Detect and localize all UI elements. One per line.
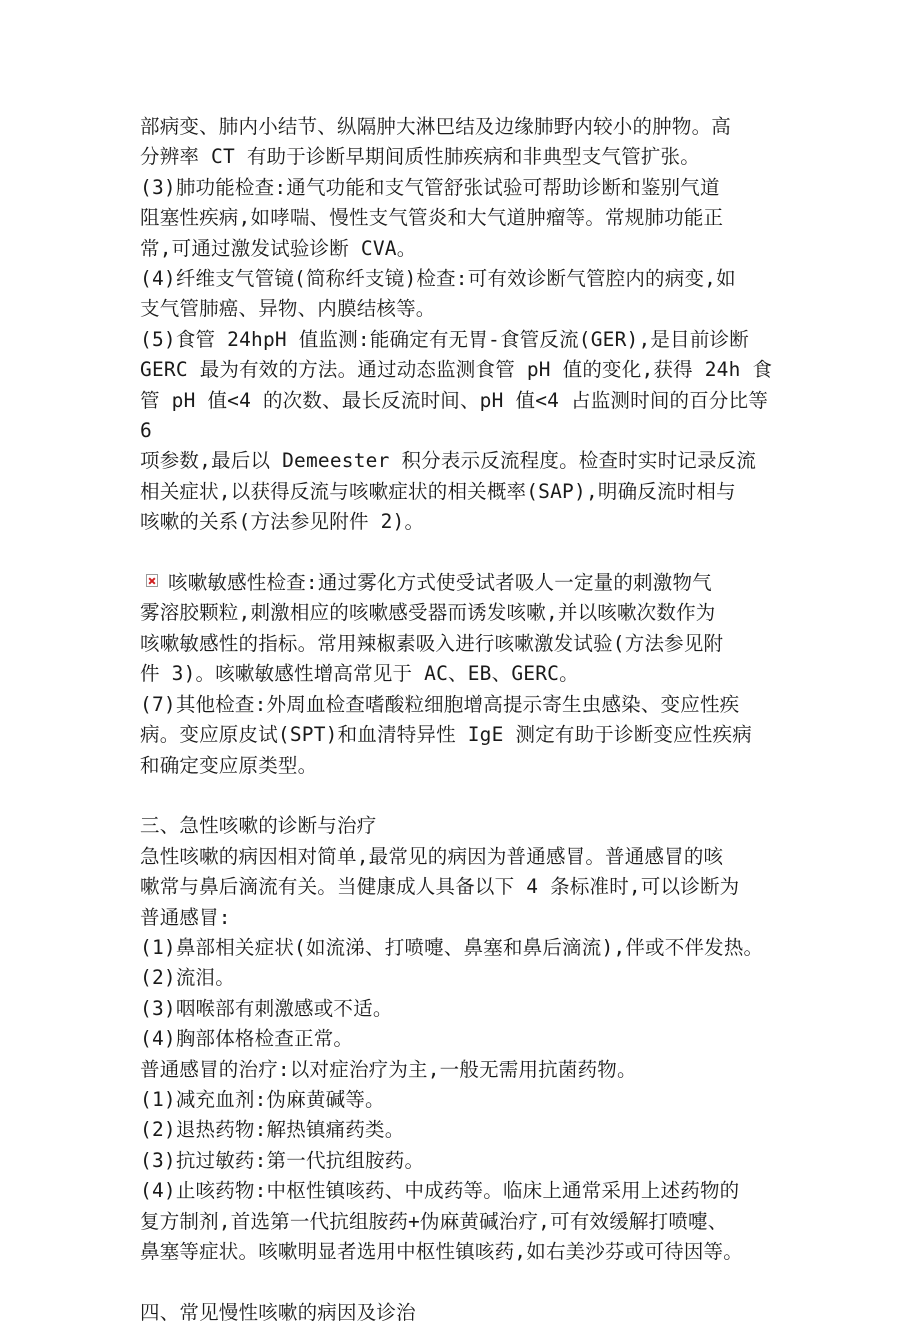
text-line: (4)止咳药物:中枢性镇咳药、中成药等。临床上通常采用上述药物的 (140, 1179, 740, 1203)
text-line: (3)肺功能检查:通气功能和支气管舒张试验可帮助诊断和鉴别气道 (140, 175, 720, 199)
text-line: 咳嗽敏感性检查:通过雾化方式使受试者吸人一定量的刺激物气 (168, 571, 712, 595)
section-heading: 四、常见慢性咳嗽的病因及诊治 (140, 1300, 416, 1324)
text-line: 雾溶胶颗粒,刺激相应的咳嗽感受器而诱发咳嗽,并以咳嗽次数作为 (140, 601, 716, 625)
text-line: 急性咳嗽的病因相对简单,最常见的病因为普通感冒。普通感冒的咳 (140, 844, 724, 868)
text-line: 常,可通过激发试验诊断 CVA。 (140, 236, 417, 260)
paragraph-gap (140, 538, 790, 568)
text-line: 管 pH 值<4 的次数、最长反流时间、pH 值<4 占监测时间的百分比等 6 (140, 388, 780, 443)
text-line: 嗽常与鼻后滴流有关。当健康成人具备以下 4 条标准时,可以诊断为 (140, 875, 740, 899)
text-line: 病。变应原皮试(SPT)和血清特异性 IgE 测定有助于诊断变应性疾病 (140, 723, 752, 747)
text-line: (2)退热药物:解热镇痛药类。 (140, 1118, 405, 1142)
text-line: 咳嗽的关系(方法参见附件 2)。 (140, 510, 425, 534)
text-line-with-image (140, 568, 790, 598)
text-line: 项参数,最后以 Demeester 积分表示反流程度。检查时实时记录反流 (140, 449, 757, 473)
text-line: 件 3)。咳嗽敏感性增高常见于 AC、EB、GERC。 (140, 662, 579, 686)
document-body (140, 112, 790, 1328)
text-line: 相关症状,以获得反流与咳嗽症状的相关概率(SAP),明确反流时相与 (140, 479, 736, 503)
paragraph-gap (140, 781, 790, 811)
text-line: 普通感冒的治疗:以对症治疗为主,一般无需用抗菌药物。 (140, 1057, 637, 1081)
text-line: 鼻塞等症状。咳嗽明显者选用中枢性镇咳药,如右美沙芬或可待因等。 (140, 1240, 743, 1263)
text-line: 普通感冒: (140, 905, 231, 929)
broken-image-icon (146, 574, 158, 587)
text-line: 分辨率 CT 有助于诊断早期间质性肺疾病和非典型支气管扩张。 (140, 145, 700, 169)
text-line: 阻塞性疾病,如哮喘、慢性支气管炎和大气道肿瘤等。常规肺功能正 (140, 206, 724, 230)
text-line: (5)食管 24hpH 值监测:能确定有无胃-食管反流(GER),是目前诊断 (140, 327, 749, 351)
text-line: 和确定变应原类型。 (140, 753, 318, 777)
text-line: (7)其他检查:外周血检查嗜酸粒细胞增高提示寄生虫感染、变应性疾 (140, 692, 740, 716)
text-line: 部病变、肺内小结节、纵隔肿大淋巴结及边缘肺野内较小的肿物。高 (140, 115, 732, 138)
text-line: (4)胸部体格检查正常。 (140, 1027, 354, 1051)
text-line: 咳嗽敏感性的指标。常用辣椒素吸入进行咳嗽激发试验(方法参见附 (140, 631, 724, 655)
text-line: (1)减充血剂:伪麻黄碱等。 (140, 1087, 385, 1111)
text-line: 支气管肺癌、异物、内膜结核等。 (140, 297, 436, 321)
text-line: (2)流泪。 (140, 966, 235, 990)
text-line: (3)抗过敏药:第一代抗组胺药。 (140, 1148, 425, 1172)
text-line: (3)咽喉部有刺激感或不适。 (140, 996, 393, 1020)
paragraph-gap (140, 1267, 790, 1297)
text-line: (4)纤维支气管镜(简称纤支镜)检查:可有效诊断气管腔内的病变,如 (140, 267, 736, 291)
section-heading: 三、急性咳嗽的诊断与治疗 (140, 814, 377, 838)
text-line: GERC 最为有效的方法。通过动态监测食管 pH 值的变化,获得 24h 食 (140, 358, 773, 382)
text-line: 复方制剂,首选第一代抗组胺药+伪麻黄碱治疗,可有效缓解打喷嚏、 (140, 1209, 728, 1233)
text-line: (1)鼻部相关症状(如流涕、打喷嚏、鼻塞和鼻后滴流),伴或不伴发热。 (140, 935, 764, 959)
